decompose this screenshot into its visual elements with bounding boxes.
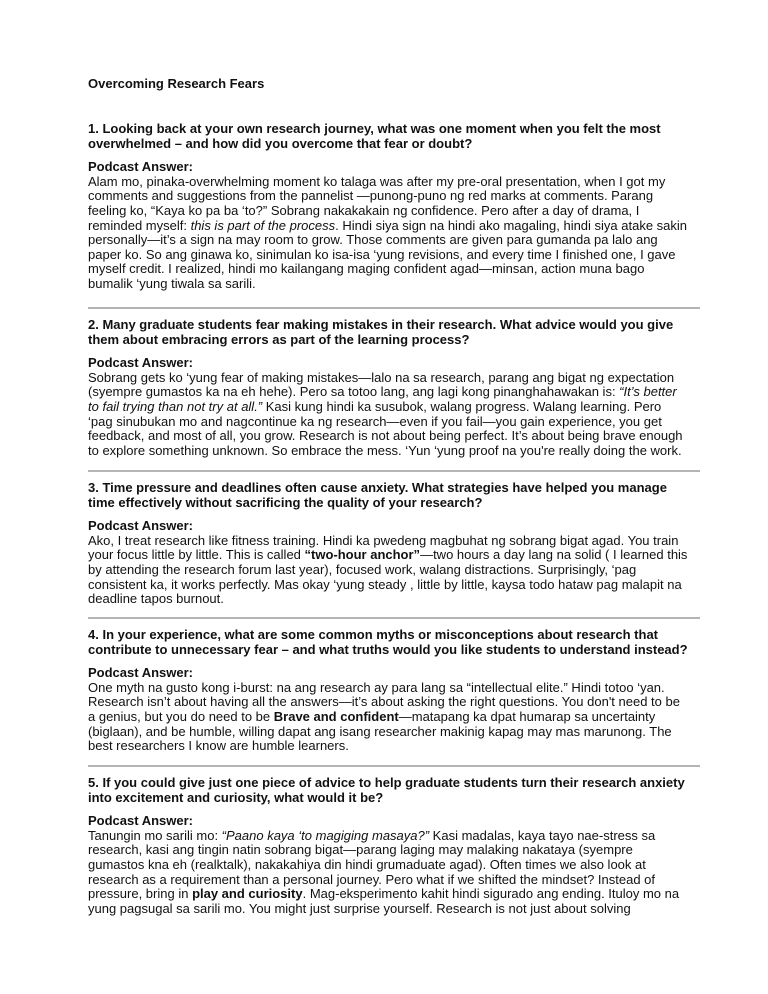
answer-segment: —two hours a day lang na solid ( I learned this by attending the research forum last year), focused work, walang distractions. Surprisingly, ‘pag consistent ka, it works perfectly. Mas okay ‘yung steady , little by little, kaysa todo hataw pag malapit na deadline tapos burnout. bbox=[88, 547, 688, 607]
question: 5. If you could give just one piece of advice to help graduate students turn their research anxiety into excitement and curiosity, what would it be? bbox=[88, 775, 685, 805]
answer-segment: —matapang ka dpat humarap sa uncertainty (biglaan), and be humble, willing dapat ang isang researcher makinig kapag may mas marunong. The best researchers I know are humble learners. bbox=[88, 708, 672, 754]
answer-text bbox=[88, 829, 748, 917]
italic-text: this is part of the process bbox=[190, 217, 336, 233]
bold-text: Brave and confident bbox=[273, 708, 399, 724]
question: 1. Looking back at your own research journey, what was one moment when you felt the most overwhelmed – and how did you overcome that fear or doubt? bbox=[88, 121, 661, 151]
answer-text bbox=[88, 681, 748, 754]
answer-segment: One myth na gusto kong i-burst: na ang research ay para lang sa “intellectual elite.” Hindi totoo ‘yan. Research isn’t about having all the answers—it’s about asking the right questions. You don't need to be a genius, but you do need to be bbox=[88, 679, 680, 724]
question: 3. Time pressure and deadlines often cause anxiety. What strategies have helped you manage time effectively without sacrificing the quality of your research? bbox=[88, 480, 667, 510]
document-title: Overcoming Research Fears bbox=[88, 76, 265, 91]
answer-segment: Sobrang gets ko ‘yung fear of making mistakes—lalo na sa research, parang ang bigat ng expectation (syempre gumastos ka na eh hehe). Pero sa totoo lang, ang lagi kong pinanghahawakan is: bbox=[88, 369, 675, 400]
question: 2. Many graduate students fear making mistakes in their research. What advice would you give them about embracing errors as part of the learning process? bbox=[88, 317, 674, 347]
divider bbox=[88, 617, 700, 619]
italic-text: “It’s better to fail trying than not try at all.” bbox=[88, 384, 677, 414]
answer-label: Podcast Answer: bbox=[88, 813, 193, 829]
answer-label: Podcast Answer: bbox=[88, 355, 193, 371]
question: 4. In your experience, what are some common myths or misconceptions about research that contribute to unnecessary fear – and what truths would you like students to understand instead? bbox=[88, 627, 688, 657]
bold-text: “two-hour anchor” bbox=[304, 547, 421, 563]
italic-text: “Paano kaya ‘to magiging masaya?” bbox=[221, 827, 430, 843]
answer-label: Podcast Answer: bbox=[88, 159, 193, 175]
answer-label: Podcast Answer: bbox=[88, 518, 193, 534]
answer-segment: Alam mo, pinaka-overwhelming moment ko talaga was after my pre-oral presentation, when I got my comments and suggestions from the pannelist —punong-puno ng red marks at comments. Parang feeling ko, “Kaya ko pa ba ‘to?” Sobrang nakakakain ng confidence. Pero after a day of drama, I reminded myself: bbox=[88, 173, 666, 233]
answer-label: Podcast Answer: bbox=[88, 665, 193, 681]
divider bbox=[88, 307, 700, 309]
answer-segment: Kasi kung hindi ka susubok, walang progress. Walang learning. Pero ‘pag sinubukan mo and nagcontinue ka ng research—even if you fail—you gain experience, you get feedback, and most of all, you grow. Research is not about being perfect. It’s about being brave enough to explore something unknown. So embrace the mess. ‘Yun ‘yung proof na you're really doing the work. bbox=[88, 398, 683, 458]
divider bbox=[88, 470, 700, 472]
qa-section bbox=[88, 776, 748, 916]
qa-section bbox=[88, 628, 748, 754]
qa-section bbox=[88, 318, 748, 458]
bold-text: play and curiosity bbox=[192, 886, 303, 902]
answer-segment: Kasi madalas, kaya tayo nae-stress sa research, kasi ang tingin natin sobrang bigat—parang laging may malaking nakataya (syempre gumastos kna eh (realktalk), nakakahiya din hindi grumaduate agad). Often times we also look at research as a requirement than a personal journey. Pero what if we shifted the mindset? Instead of pressure, bring in bbox=[88, 827, 656, 902]
answer-text bbox=[88, 371, 748, 459]
qa-section bbox=[88, 481, 748, 607]
divider bbox=[88, 765, 700, 767]
answer-text bbox=[88, 175, 748, 292]
answer-text bbox=[88, 534, 748, 607]
answer-segment: . Hindi siya sign na hindi ako magaling, hindi siya atake sakin personally—it’s a sign na may room to grow. Those comments are given para gumanda pa lalo ang paper ko. So ang ginawa ko, sinimulan ko isa-isa ‘yung revisions, and every time I finished one, I gave myself credit. I realized, hindi mo kailangang maging confident agad—minsan, action muna bago bumalik ‘yung tiwala sa sarili. bbox=[88, 217, 688, 291]
qa-section bbox=[88, 122, 748, 292]
answer-segment: Tanungin mo sarili mo: bbox=[88, 827, 222, 843]
answer-segment: Ako, I treat research like fitness training. Hindi ka pwedeng magbuhat ng sobrang bigat agad. You train your focus little by little. This is called bbox=[88, 532, 679, 563]
answer-segment: . Mag-eksperimento kahit hindi sigurado ang ending. Ituloy mo na yung pagsugal sa sarili mo. You might just surprise yourself. Research is not just about solving bbox=[88, 886, 680, 916]
